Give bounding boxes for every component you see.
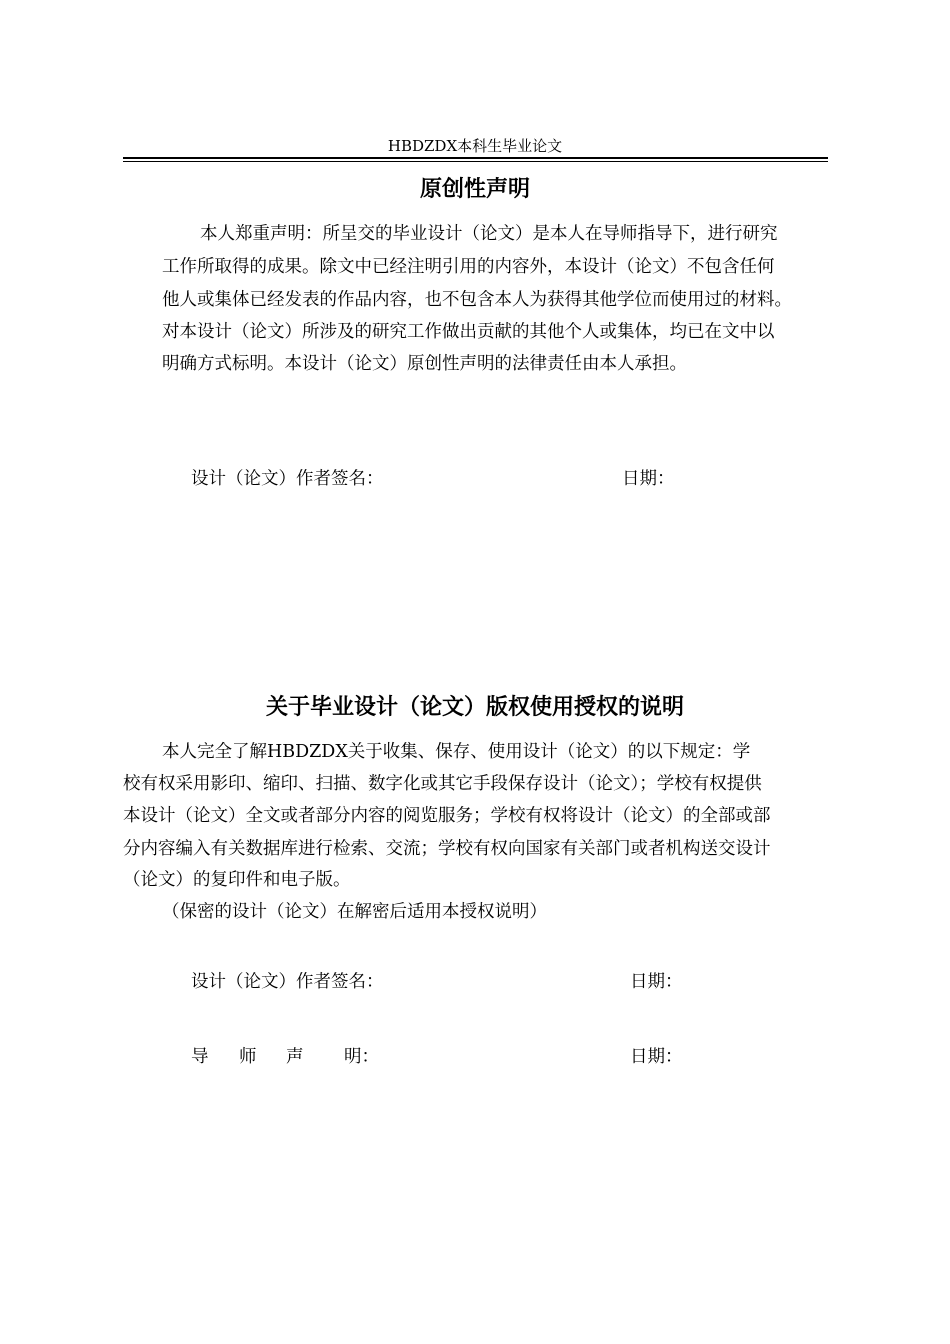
originality-line-2: 工作所取得的成果。除文中已经注明引用的内容外，本设计（论文）不包含任何 [162, 257, 775, 277]
copyright-title: 关于毕业设计（论文）版权使用授权的说明 [265, 695, 684, 720]
header-rule-thin [123, 161, 828, 162]
copyright-author-sign-label: 设计（论文）作者签名： [191, 972, 384, 992]
originality-line-3: 他人或集体已经发表的作品内容，也不包含本人为获得其他学位而使用过的材料。 [162, 290, 792, 310]
copyright-line-4: 分内容编入有关数据库进行检索、交流；学校有权向国家有关部门或者机构送交设计 [123, 839, 771, 859]
advisor-label-char-3: 声 [286, 1047, 304, 1067]
originality-date-label: 日期： [622, 469, 675, 489]
copyright-line-1: 本人完全了解HBDZDX关于收集、保存、使用设计（论文）的以下规定：学 [162, 742, 751, 762]
originality-author-sign-label: 设计（论文）作者签名： [191, 469, 384, 489]
originality-line-5: 明确方式标明。本设计（论文）原创性声明的法律责任由本人承担。 [162, 354, 687, 374]
confidential-note: （保密的设计（论文）在解密后适用本授权说明） [162, 902, 547, 922]
originality-line-4: 对本设计（论文）所涉及的研究工作做出贡献的其他个人或集体，均已在文中以 [162, 322, 775, 342]
originality-title: 原创性声明 [419, 177, 530, 202]
advisor-date-label: 日期： [630, 1047, 683, 1067]
originality-line-1: 本人郑重声明：所呈交的毕业设计（论文）是本人在导师指导下，进行研究 [200, 224, 778, 244]
advisor-label-char-2: 师 [239, 1047, 257, 1067]
header-rule-thick [123, 157, 828, 159]
copyright-line-3: 本设计（论文）全文或者部分内容的阅览服务；学校有权将设计（论文）的全部或部 [123, 806, 771, 826]
copyright-line-2: 校有权采用影印、缩印、扫描、数字化或其它手段保存设计（论文）；学校有权提供 [123, 774, 762, 794]
copyright-author-date-label: 日期： [630, 972, 683, 992]
advisor-label-char-1: 导 [191, 1047, 209, 1067]
running-header: HBDZDX本科生毕业论文 [387, 137, 563, 155]
advisor-label-char-4: 明： [344, 1047, 379, 1067]
copyright-line-5: （论文）的复印件和电子版。 [123, 870, 351, 890]
